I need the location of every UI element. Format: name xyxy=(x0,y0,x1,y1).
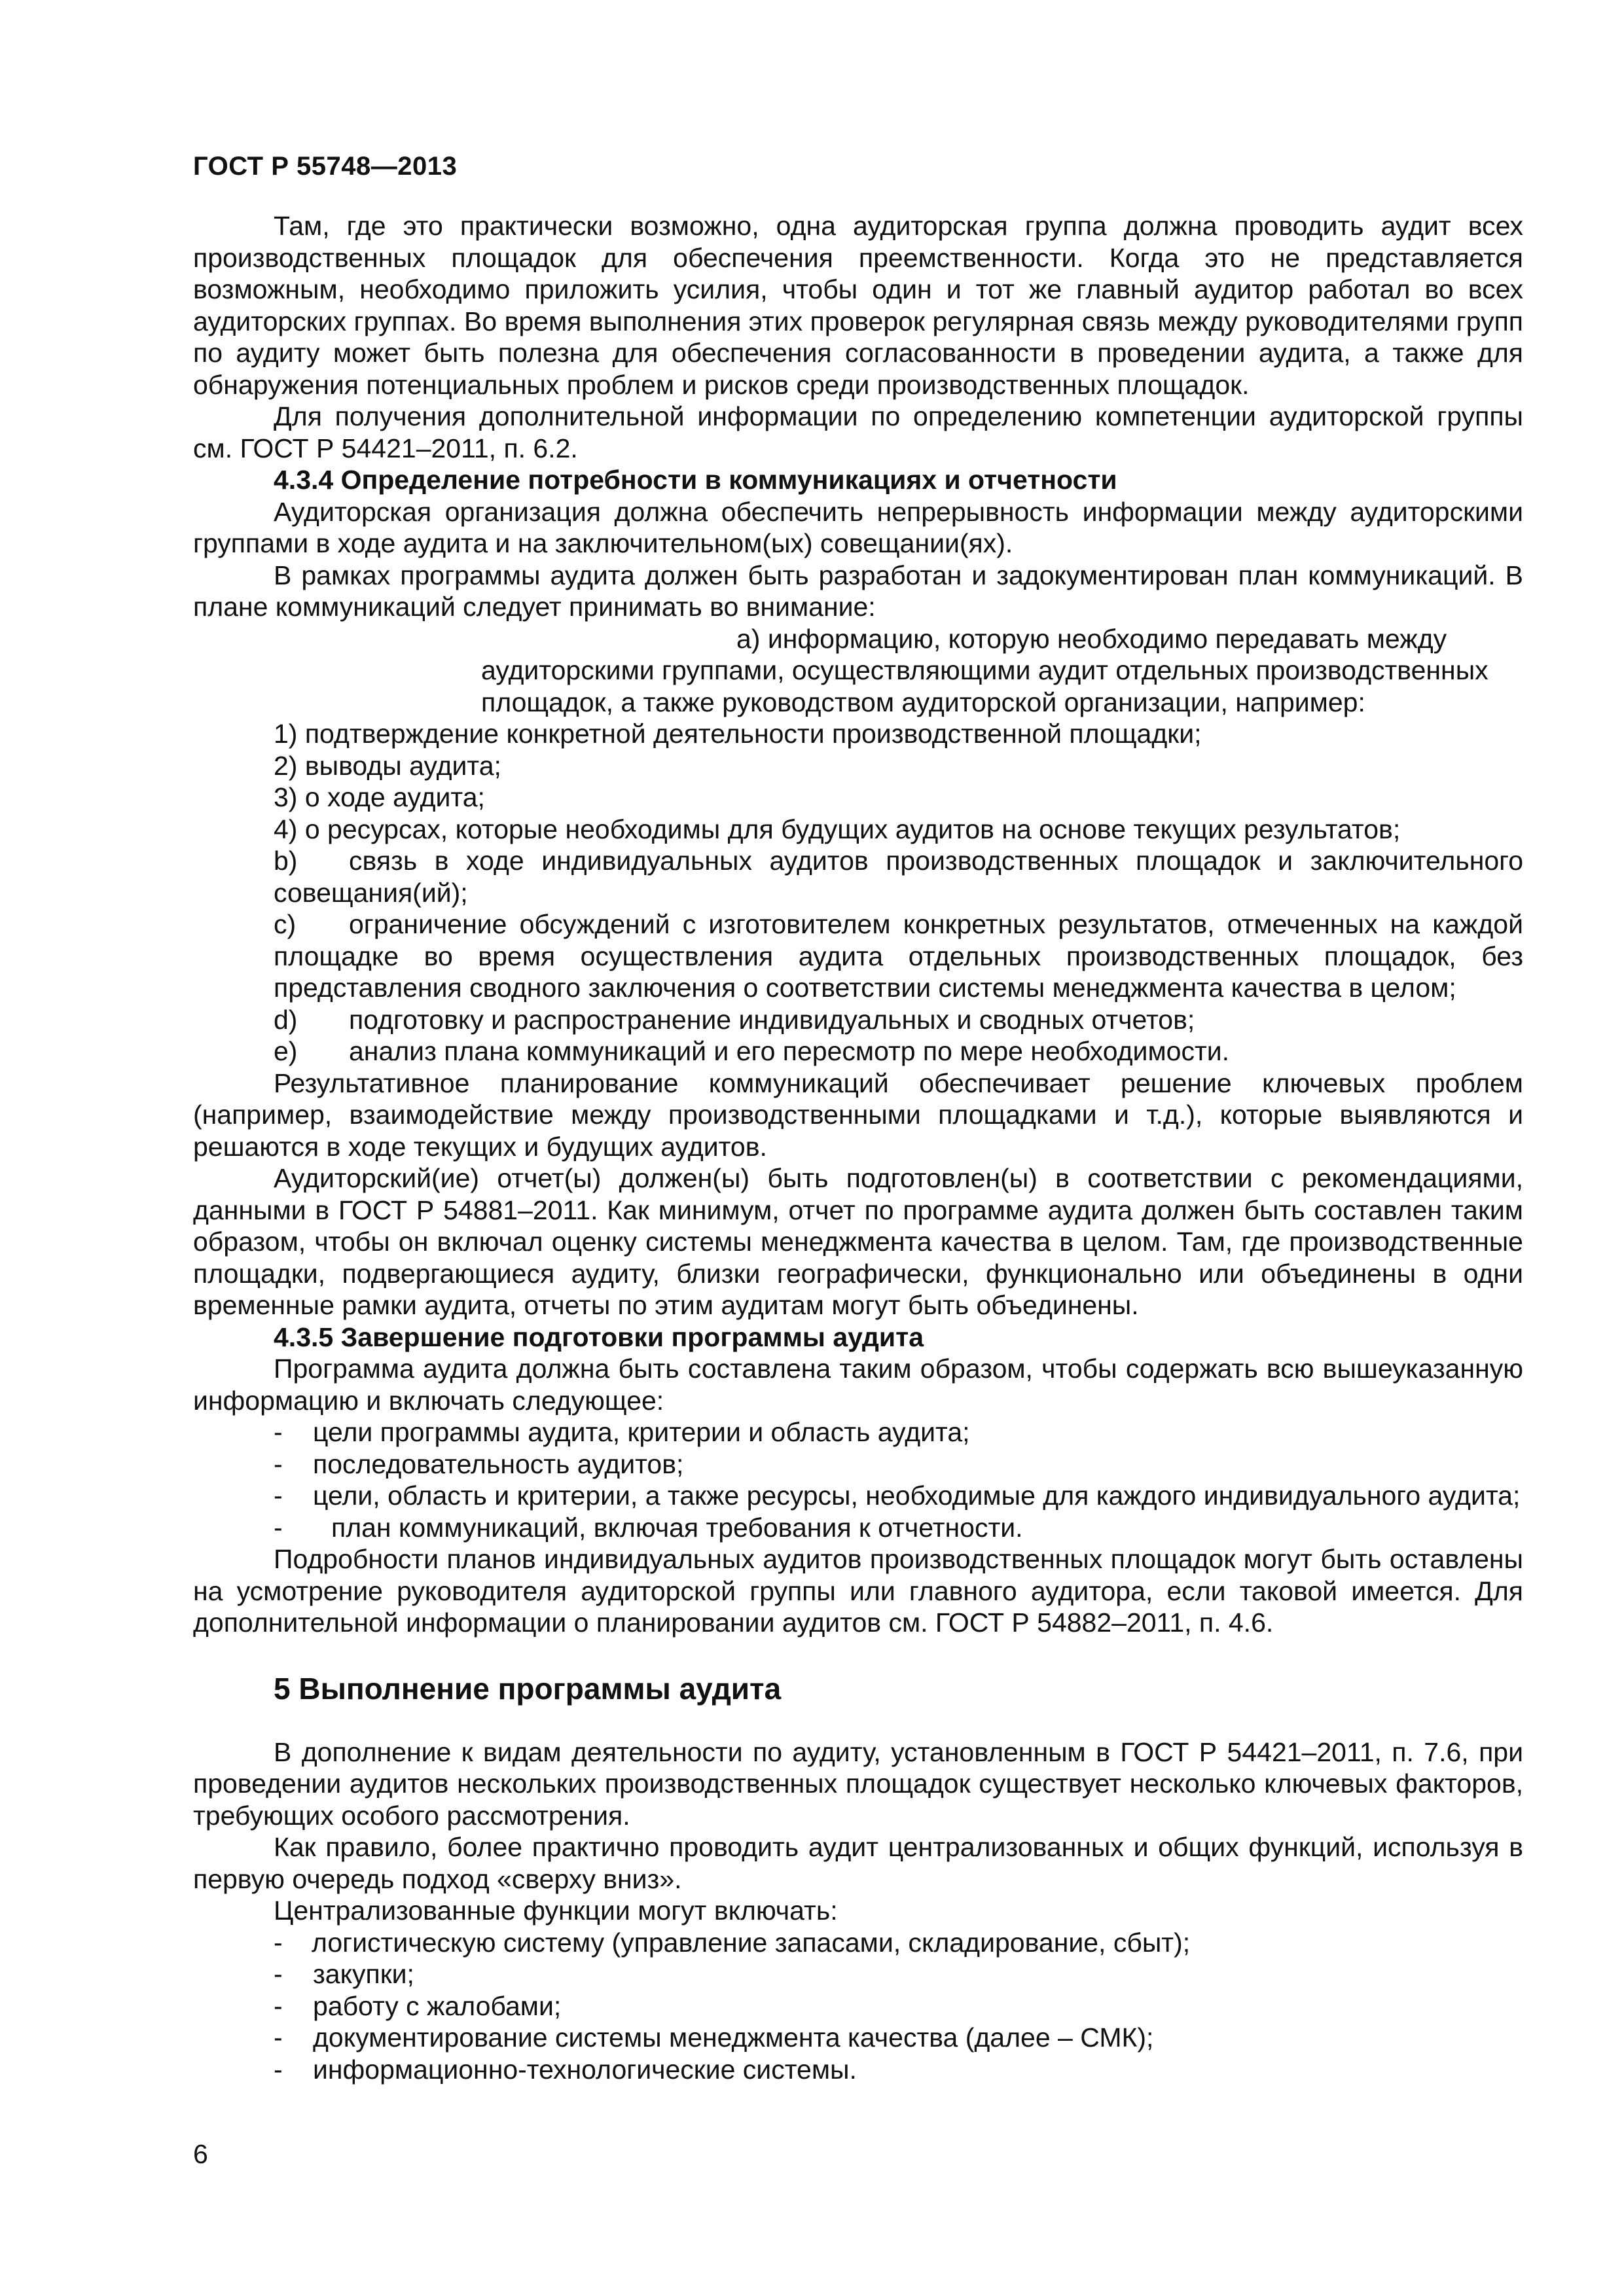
section-heading: 5 Выполнение программы аудита xyxy=(274,1671,782,1706)
list-marker: e) xyxy=(274,1036,298,1066)
paragraph: Аудиторская организация должна обеспечить непрерывность информации между аудиторскими группами в ходе аудита и на заключительном(ых) совещании(ях). xyxy=(193,496,1523,558)
list-item xyxy=(193,908,1523,1004)
dash-marker: - xyxy=(274,1927,283,1958)
numbered-item: 4) о ресурсах, которые необходимы для будущих аудитов на основе текущих результатов; xyxy=(274,814,1401,844)
numbered-item: 1) подтверждение конкретной деятельности производственной площадки; xyxy=(274,719,1202,749)
dash-marker: - xyxy=(274,1959,283,1989)
dash-marker: - xyxy=(274,1512,283,1543)
bullet-item xyxy=(193,1448,1523,1480)
bullet-item-text: закупки; xyxy=(313,1959,414,1989)
dash-marker: - xyxy=(274,2054,283,2085)
bullet-item-text: документирование системы менеджмента качества (далее – СМК); xyxy=(313,2022,1154,2053)
numbered-item: 2) выводы аудита; xyxy=(274,750,501,781)
bullet-item-text: логистическую систему (управление запасами, складирование, сбыт); xyxy=(312,1927,1191,1958)
dash-marker: - xyxy=(274,1990,283,2021)
subsection-heading: 4.3.5 Завершение подготовки программы аудита xyxy=(274,1321,924,1352)
bullet-item xyxy=(193,2054,1523,2086)
paragraph: Результативное планирование коммуникаций обеспечивает решение ключевых проблем (например, взаимодействие между производственными площадками и т.д.), которые выявляются и решаются в ходе текущих и будущих аудитов. xyxy=(193,1067,1523,1162)
paragraph: Программа аудита должна быть составлена таким образом, чтобы содержать всю вышеуказанную информацию и включать следующее: xyxy=(193,1354,1523,1416)
bullet-item xyxy=(193,2022,1523,2054)
dash-marker: - xyxy=(274,1480,283,1511)
bullet-item-text: цели, область и критерии, а также ресурсы, необходимые для каждого индивидуального аудита; xyxy=(313,1480,1521,1511)
bullet-item-text: информационно-технологические системы. xyxy=(313,2054,857,2085)
paragraph: В рамках программы аудита должен быть разработан и задокументирован план коммуникаций. В плане коммуникаций следует принимать во внимание: xyxy=(193,560,1523,622)
dash-marker: - xyxy=(274,1417,283,1447)
paragraph: Аудиторский(ие) отчет(ы) должен(ы) быть подготовлен(ы) в соответствии с рекомендациями, данными в ГОСТ Р 54881–2011. Как минимум, отчет по программе аудита должен быть составлен таким образом, чтобы он включал оценку системы менеджмента качества в целом. Там, где производственные площадки, подвергающиеся аудиту, близки географически, функционально или объединены в одни временные рамки аудита, отчеты по этим аудитам могут быть объединены. xyxy=(193,1163,1523,1320)
list-item-text: связь в ходе индивидуальных аудитов производственных площадок и заключительного совещания(ий); xyxy=(274,846,1523,908)
list-item xyxy=(193,1035,1523,1067)
bullet-item-text: последовательность аудитов; xyxy=(313,1448,684,1479)
dash-marker: - xyxy=(274,1448,283,1479)
numbered-item: 3) о ходе аудита; xyxy=(274,782,485,812)
bullet-item xyxy=(193,1416,1523,1448)
paragraph: Там, где это практически возможно, одна аудиторская группа должна проводить аудит всех производственных площадок для обеспечения преемственности. Когда это не представляется возможным, необходимо приложить усилия, чтобы один и тот же главный аудитор работал во всех аудиторских группах. Во время выполнения этих проверок регулярная связь между руководителями групп по аудиту может быть полезна для обеспечения согласованности в проведении аудита, а также для обнаружения потенциальных проблем и рисков среди производственных площадок. xyxy=(193,211,1523,400)
standard-header: ГОСТ Р 55748—2013 xyxy=(193,152,458,181)
page-number: 6 xyxy=(193,2139,208,2169)
subsection-heading: 4.3.4 Определение потребности в коммуникациях и отчетности xyxy=(274,465,1117,495)
paragraph: Как правило, более практично проводить аудит централизованных и общих функций, используя в первую очередь подход «сверху вниз». xyxy=(193,1832,1523,1894)
bullet-item-text: план коммуникаций, включая требования к отчетности. xyxy=(331,1512,1023,1543)
list-item-text: анализ плана коммуникаций и его пересмотр по мере необходимости. xyxy=(349,1036,1230,1066)
paragraph: В дополнение к видам деятельности по аудиту, установленным в ГОСТ Р 54421–2011, п. 7.6, при проведении аудитов нескольких производственных площадок существует несколько ключевых факторов, требующих особого рассмотрения. xyxy=(193,1736,1523,1831)
paragraph: Для получения дополнительной информации по определению компетенции аудиторской группы см. ГОСТ Р 54421–2011, п. 6.2. xyxy=(193,401,1523,463)
list-item xyxy=(193,1004,1523,1036)
bullet-item xyxy=(193,1927,1523,1959)
bullet-item xyxy=(193,1990,1523,2022)
list-marker: d) xyxy=(274,1004,298,1035)
bullet-item-text: цели программы аудита, критерии и область аудита; xyxy=(313,1417,970,1447)
list-item-a: а) информацию, которую необходимо передавать между аудиторскими группами, осуществляющими аудит отдельных производственных площадок, а также руководством аудиторской организации, например: xyxy=(481,623,1489,717)
list-item-text: подготовку и распространение индивидуальных и сводных отчетов; xyxy=(349,1004,1195,1035)
document-page xyxy=(193,151,1523,2085)
bullet-item xyxy=(193,1958,1523,1990)
list-item-text: ограничение обсуждений с изготовителем конкретных результатов, отмеченных на каждой площадке во время осуществления аудита отдельных производственных площадок, без представления сводного заключения о соответствии системы менеджмента качества в целом; xyxy=(274,909,1523,1003)
list-marker: b) xyxy=(274,846,298,876)
list-item xyxy=(193,845,1523,908)
bullet-item xyxy=(193,1512,1523,1544)
list-marker: c) xyxy=(274,909,297,939)
paragraph: Подробности планов индивидуальных аудитов производственных площадок могут быть оставлены на усмотрение руководителя аудиторской группы или главного аудитора, если таковой имеется. Для дополнительной информации о планировании аудитов см. ГОСТ Р 54882–2011, п. 4.6. xyxy=(193,1544,1523,1638)
bullet-item-text: работу с жалобами; xyxy=(313,1990,562,2021)
bullet-item xyxy=(193,1480,1523,1512)
paragraph: Централизованные функции могут включать: xyxy=(274,1895,838,1926)
dash-marker: - xyxy=(274,2022,283,2053)
document-body xyxy=(193,210,1523,2085)
